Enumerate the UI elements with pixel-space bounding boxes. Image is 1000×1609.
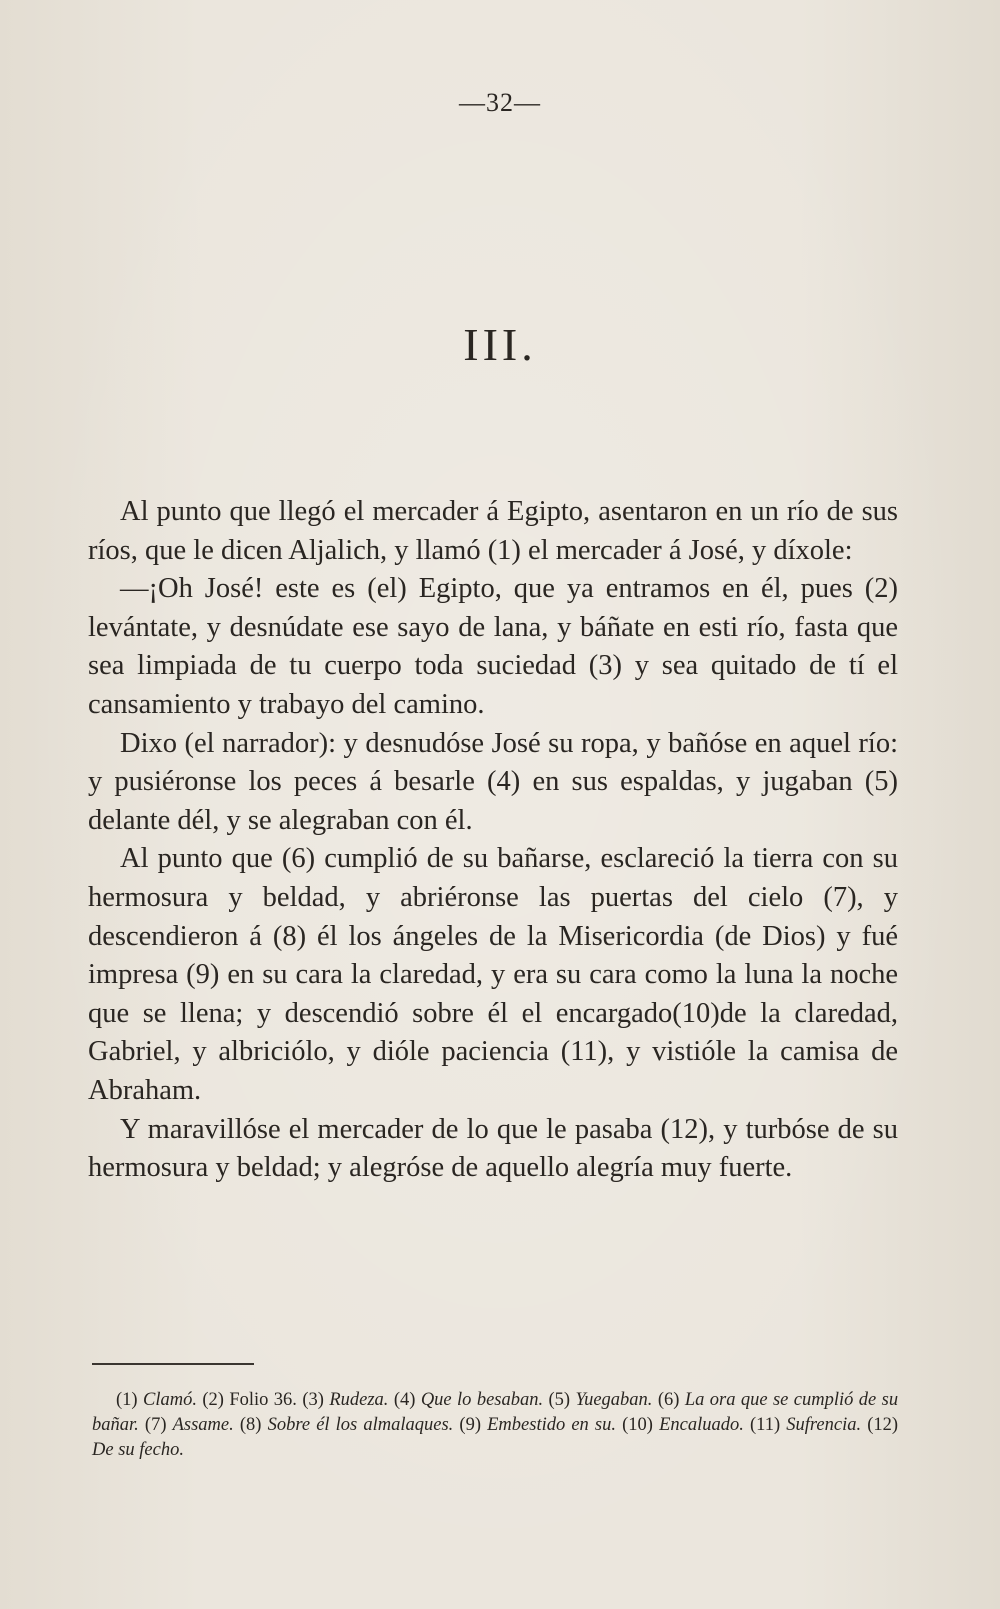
- footnote-number: (1): [116, 1390, 138, 1410]
- footnote-text: Clamó.: [142, 1390, 197, 1410]
- body-text: [88, 493, 898, 1188]
- chapter-heading: III.: [463, 319, 537, 370]
- footnote-number: (9): [459, 1415, 481, 1435]
- paragraph: Al punto que llegó el mercader á Egipto, asentaron en un río de sus ríos, que le dicen Aljalich, y llamó (1) el mercader á José, y díxole:: [88, 496, 898, 566]
- paragraph: Y maravillóse el mercader de lo que le pasaba (12), y turbóse de su hermosura y beldad; y alegróse de aquello alegría muy fuerte.: [88, 1113, 898, 1184]
- footnote-text: Rudeza.: [329, 1390, 389, 1410]
- footnote-text: Sobre él los almalaques.: [267, 1415, 454, 1435]
- paragraph: —¡Oh José! este es (el) Egipto, que ya entramos en él, pues (2) levántate, y desnúdate ese sayo de lana, y báñate en esti río, fasta que sea limpiada de tu cuerpo toda suciedad (3) y sea quitado de tí el cansamiento y trabayo del camino.: [88, 573, 898, 720]
- footnotes: [92, 1388, 898, 1463]
- footnote-number: (3): [302, 1390, 324, 1410]
- paragraph: Dixo (el narrador): y desnudóse José su ropa, y bañóse en aquel río: y pusiéronse los peces á besarle (4) en sus espaldas, y jugaban (5) delante dél, y se alegraban con él.: [88, 727, 898, 836]
- footnote-number: (6): [657, 1390, 680, 1410]
- footnote-text: Embestido en su.: [487, 1415, 617, 1435]
- paragraph: Al punto que (6) cumplió de su bañarse, esclareció la tierra con su hermosura y beldad, y abriéronse las puertas del cielo (7), y descendieron á (8) él los ángeles de la Misericordia (de Dios) y fué impresa (9) en su cara la claredad, y era su cara como la luna la noche que se llena; y descendió sobre él el encargado(10)de la claredad, Gabriel, y albriciólo, y dióle paciencia (11), y vistióle la camisa de Abraham.: [88, 843, 898, 1106]
- footnote-text: Sufrencia.: [786, 1415, 862, 1435]
- page-number: —32—: [459, 88, 541, 117]
- footnote-number: (12): [867, 1415, 899, 1435]
- footnote-text: Folio 36.: [229, 1390, 297, 1410]
- footnote-text: De su fecho.: [92, 1440, 184, 1460]
- footnote-number: (5): [548, 1390, 571, 1410]
- footnote-text: Yuegaban.: [575, 1390, 653, 1410]
- footnote-number: (11): [750, 1415, 781, 1435]
- footnote-number: (8): [239, 1415, 262, 1435]
- footnote-text: Encaluado.: [659, 1415, 744, 1435]
- footnote-text: Que lo besaban.: [420, 1390, 544, 1410]
- footnote-number: (4): [393, 1390, 416, 1410]
- footnote-number: (2): [202, 1390, 224, 1410]
- footnote-number: (7): [144, 1415, 167, 1435]
- footnote-text: Assame.: [172, 1415, 234, 1435]
- footnote-text: La ora que se cumplió de su bañar.: [92, 1390, 899, 1435]
- footnote-number: (10): [622, 1415, 653, 1435]
- footnote-divider: [92, 1363, 254, 1365]
